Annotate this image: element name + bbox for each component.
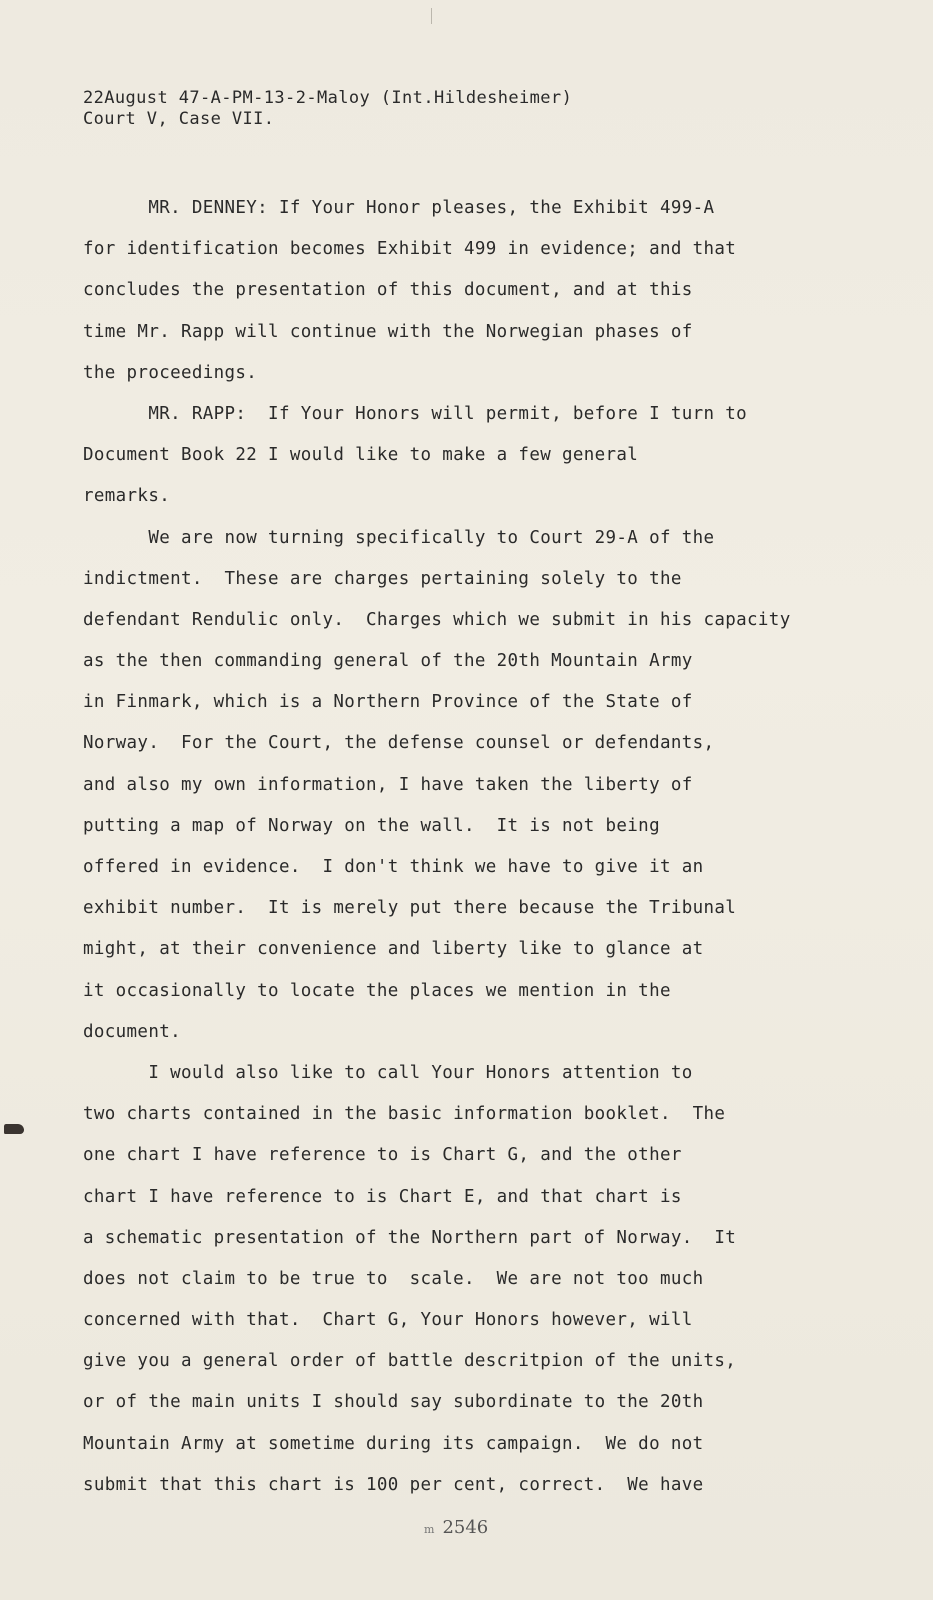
page-number-value: 2546 <box>442 1517 489 1538</box>
transcript-line: concludes the presentation of this document, and at this <box>83 280 693 301</box>
transcript-line: defendant Rendulic only. Charges which we submit in his capacity <box>83 609 791 630</box>
transcript-line: I would also like to call Your Honors attention to <box>83 1062 693 1083</box>
document-header <box>83 88 572 130</box>
transcript-line: exhibit number. It is merely put there because the Tribunal <box>83 898 737 919</box>
transcript-line: or of the main units I should say subordinate to the 20th <box>83 1392 704 1413</box>
header-line-date: 22August 47-A-PM-13-2-Maloy (Int.Hildesheimer) <box>83 88 573 108</box>
transcript-line: We are now turning specifically to Court 29-A of the <box>83 527 715 548</box>
transcript-line: Mountain Army at sometime during its campaign. We do not <box>83 1433 704 1454</box>
transcript-line: Norway. For the Court, the defense counsel or defendants, <box>83 733 715 754</box>
transcript-line: might, at their convenience and liberty like to glance at <box>83 939 704 960</box>
transcript-line: MR. RAPP: If Your Honors will permit, before I turn to <box>83 403 748 424</box>
transcript-line: offered in evidence. I don't think we have to give it an <box>83 857 704 877</box>
transcript-line: the proceedings. <box>83 362 258 383</box>
transcript-line: as the then commanding general of the 20th Mountain Army <box>83 651 693 672</box>
transcript-body <box>83 188 883 1506</box>
transcript-line: concerned with that. Chart G, Your Honors however, will <box>83 1310 693 1331</box>
page-number-prefix: m <box>424 1523 435 1536</box>
transcript-line: one chart I have reference to is Chart G, and the other <box>83 1145 682 1166</box>
transcript-line: it occasionally to locate the places we mention in the <box>83 980 671 1001</box>
transcript-line: MR. DENNEY: If Your Honor pleases, the Exhibit 499-A <box>83 198 715 218</box>
transcript-line: does not claim to be true to scale. We are not too much <box>83 1268 704 1289</box>
transcript-line: Document Book 22 I would like to make a few general <box>83 445 639 466</box>
transcript-line: for identification becomes Exhibit 499 in evidence; and that <box>83 239 737 260</box>
transcript-line: remarks. <box>83 486 171 507</box>
binding-mark <box>4 1124 24 1134</box>
transcript-line: and also my own information, I have taken the liberty of <box>83 774 693 795</box>
transcript-line: give you a general order of battle descritpion of the units, <box>83 1351 737 1372</box>
page-number <box>424 1517 488 1538</box>
header-line-court: Court V, Case VII. <box>83 109 275 129</box>
transcript-line: indictment. These are charges pertaining solely to the <box>83 568 682 589</box>
transcript-line: two charts contained in the basic information booklet. The <box>83 1104 726 1125</box>
transcript-line: a schematic presentation of the Northern part of Norway. It <box>83 1227 737 1248</box>
transcript-line: in Finmark, which is a Northern Province of the State of <box>83 692 693 713</box>
transcript-line: chart I have reference to is Chart E, and that chart is <box>83 1186 682 1207</box>
transcript-line: submit that this chart is 100 per cent, correct. We have <box>83 1474 704 1495</box>
fold-mark <box>431 8 432 24</box>
transcript-line: time Mr. Rapp will continue with the Norwegian phases of <box>83 321 693 342</box>
transcript-line: document. <box>83 1021 181 1042</box>
transcript-line: putting a map of Norway on the wall. It is not being <box>83 815 660 836</box>
